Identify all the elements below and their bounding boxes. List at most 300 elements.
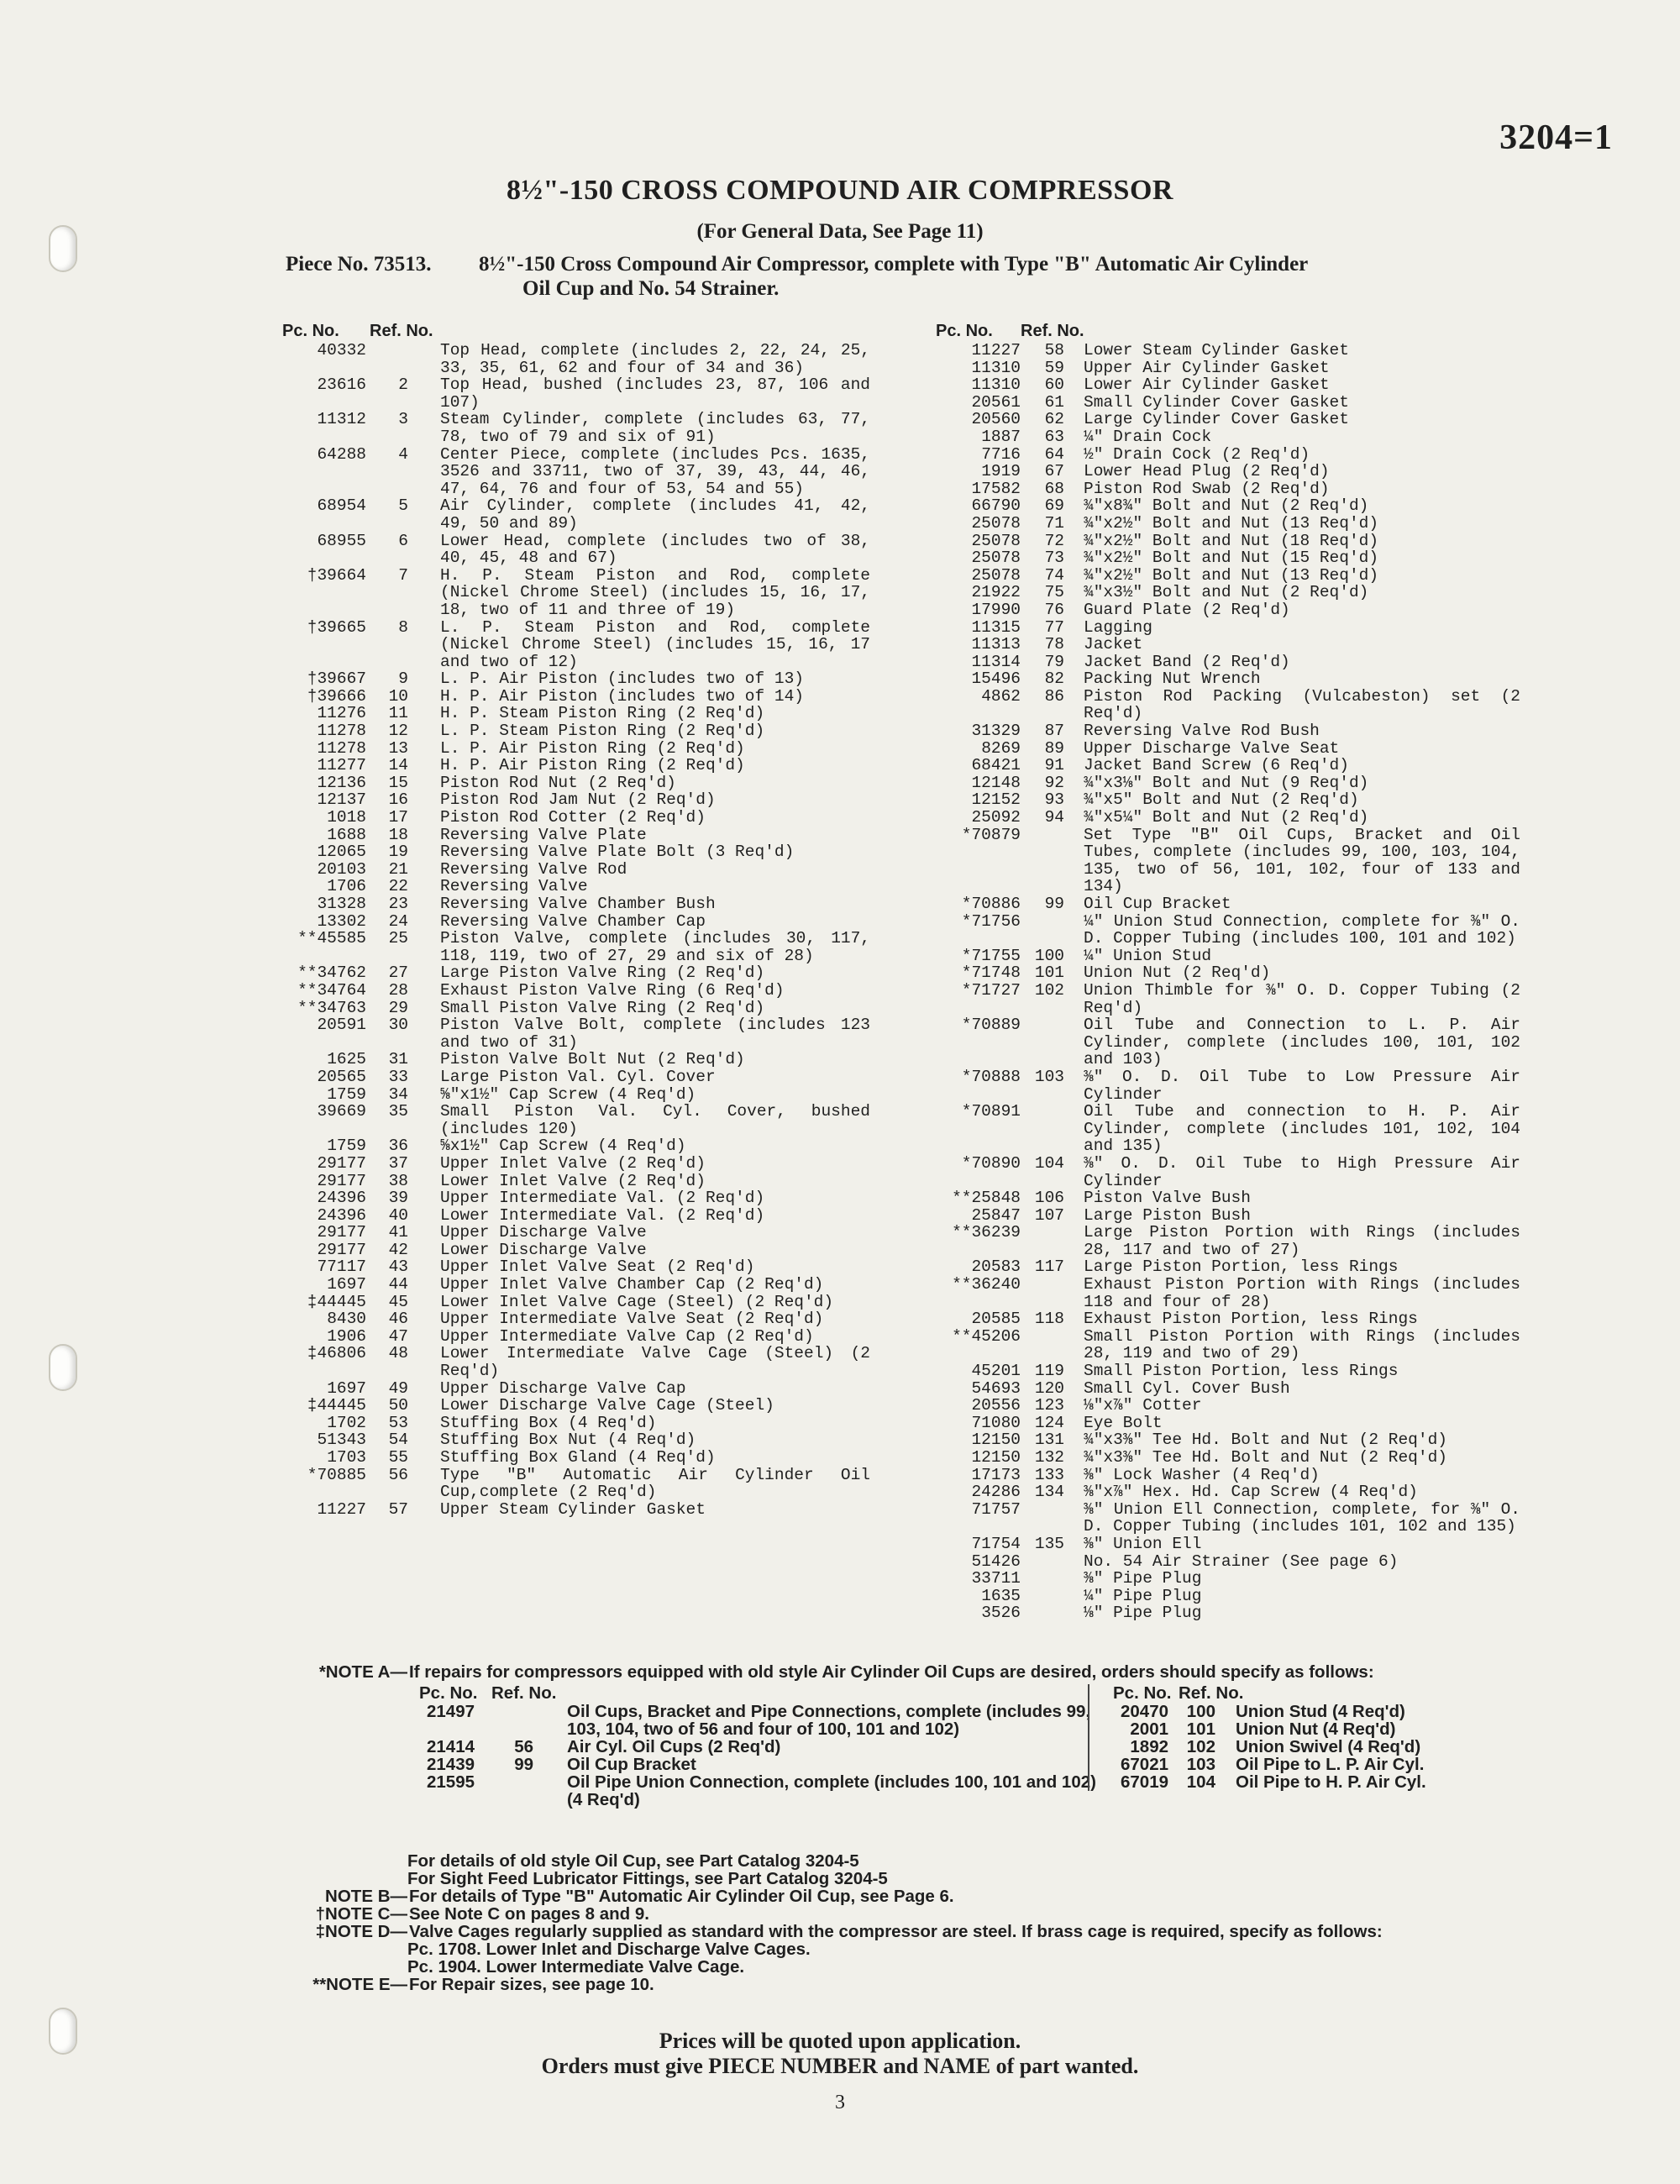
- part-row: [932, 567, 1520, 585]
- part-row: [932, 827, 1520, 895]
- part-description: Upper Inlet Valve Chamber Cap (2 Req'd): [440, 1275, 824, 1294]
- ref-number: 55: [388, 1448, 408, 1467]
- part-description: ¾"x3⅜" Tee Hd. Bolt and Nut (2 Req'd): [1084, 1431, 1447, 1450]
- note-e-tag: **NOTE E—: [312, 1975, 407, 1994]
- part-row: [282, 809, 870, 827]
- ref-number: 67: [1044, 462, 1064, 481]
- ref-number: 135: [1034, 1534, 1064, 1553]
- ref-number: 63: [1044, 427, 1064, 446]
- note-b-tag: NOTE B—: [325, 1887, 407, 1906]
- part-description: Reversing Valve Chamber Cap: [440, 911, 706, 931]
- piece-number: 21439: [426, 1755, 475, 1774]
- part-row: [282, 1345, 870, 1379]
- ref-number: 101: [1034, 963, 1064, 983]
- part-description: Lower Steam Cylinder Gasket: [1084, 341, 1349, 360]
- ref-number: 48: [388, 1344, 408, 1363]
- part-row: [282, 1137, 870, 1155]
- ref-no-header: Ref. No.: [491, 1683, 557, 1703]
- piece-number: 67019: [1120, 1772, 1168, 1792]
- ref-number: 38: [388, 1171, 408, 1190]
- part-description: Upper Inlet Valve (2 Req'd): [440, 1153, 706, 1173]
- part-row: [932, 1103, 1520, 1155]
- part-row: [282, 791, 870, 809]
- piece-number: 71080: [971, 1413, 1021, 1432]
- ref-number: 119: [1034, 1362, 1064, 1381]
- ref-number: 54: [388, 1431, 408, 1450]
- part-description: ¾"x3⅜" Tee Hd. Bolt and Nut (2 Req'd): [1084, 1448, 1447, 1467]
- part-row: [282, 1068, 870, 1086]
- ref-number: 76: [1044, 600, 1064, 619]
- ref-number: 9: [398, 669, 408, 689]
- ref-no-header: Ref. No.: [1179, 1683, 1244, 1703]
- part-description: Upper Inlet Valve Seat (2 Req'd): [440, 1257, 755, 1277]
- ref-number: 42: [388, 1240, 408, 1259]
- ref-number: 71: [1044, 513, 1064, 533]
- ref-number: 16: [388, 790, 408, 810]
- ref-number: 18: [388, 825, 408, 844]
- part-row: [282, 774, 870, 792]
- part-row: [932, 636, 1520, 654]
- piece-number: 25078: [971, 549, 1021, 568]
- piece-number: 29177: [317, 1171, 366, 1190]
- part-description: Type "B" Automatic Air Cylinder Oil Cup,complete (2 Req'd): [440, 1465, 870, 1502]
- piece-number: †39665: [307, 617, 366, 637]
- ref-number: 2: [398, 375, 408, 395]
- piece-number: 3526: [981, 1604, 1021, 1623]
- part-description: Exhaust Piston Portion, less Rings: [1084, 1310, 1418, 1329]
- part-description: Union Nut (2 Req'd): [1084, 963, 1271, 983]
- catalog-number: 3204=1: [1499, 118, 1613, 157]
- ref-number: 101: [1186, 1719, 1215, 1739]
- part-description: Center Piece, complete (includes Pcs. 1635, 3526 and 33711, two of 37, 39, 43, 44, 46, 47, 64, 76 and four of 53, 54 and 55): [440, 444, 870, 498]
- piece-number: 17173: [971, 1465, 1021, 1484]
- ref-number: 89: [1044, 738, 1064, 758]
- piece-number: 21497: [426, 1702, 475, 1721]
- part-row: [932, 1328, 1520, 1362]
- ref-number: 106: [1034, 1189, 1064, 1208]
- part-description: Lower Intermediate Valve Cage (Steel) (2 Req'd): [440, 1344, 870, 1381]
- piece-number: 25078: [971, 565, 1021, 585]
- part-row: [282, 1415, 870, 1432]
- part-row: [282, 705, 870, 722]
- part-row: [932, 1431, 1520, 1449]
- piece-number: 1688: [327, 825, 366, 844]
- part-row: [932, 480, 1520, 498]
- ref-number: 34: [388, 1084, 408, 1104]
- piece-number: 20103: [317, 859, 366, 879]
- ref-number: 107: [1034, 1205, 1064, 1225]
- piece-number: **36240: [952, 1275, 1021, 1294]
- part-row: [932, 1258, 1520, 1276]
- part-description: ½" Drain Cock (2 Req'd): [1084, 444, 1310, 464]
- part-row: [282, 1242, 870, 1259]
- part-row: [282, 1310, 870, 1328]
- part-row: [1101, 1703, 1538, 1720]
- part-description: Jacket: [1084, 635, 1143, 654]
- piece-number: 25078: [971, 531, 1021, 550]
- ref-number: 99: [514, 1755, 533, 1774]
- piece-number: *70891: [961, 1102, 1021, 1121]
- part-row: [282, 1103, 870, 1137]
- piece-number: 29177: [317, 1153, 366, 1173]
- piece-number: 1702: [327, 1413, 366, 1432]
- piece-number: 4862: [981, 686, 1021, 706]
- piece-number: *70889: [961, 1016, 1021, 1035]
- piece-number: 1697: [327, 1275, 366, 1294]
- part-description: Stuffing Box Gland (4 Req'd): [440, 1448, 716, 1467]
- piece-number: 11310: [971, 358, 1021, 377]
- ref-number: 43: [388, 1257, 408, 1277]
- ref-number: 44: [388, 1275, 408, 1294]
- part-row: [932, 1155, 1520, 1189]
- piece-number: 21595: [426, 1772, 475, 1792]
- note-a-see-oil-cup: For details of old style Oil Cup, see Part Catalog 3204-5: [407, 1851, 859, 1871]
- piece-number: **34762: [297, 963, 366, 983]
- part-row: [282, 342, 870, 376]
- part-description: Upper Intermediate Valve Cap (2 Req'd): [440, 1326, 814, 1346]
- ref-number: 100: [1034, 946, 1064, 965]
- part-row: [282, 1501, 870, 1519]
- part-description: Large Piston Portion, less Rings: [1084, 1257, 1399, 1277]
- part-description: Small Piston Portion with Rings (includes 28, 119 and two of 29): [1084, 1326, 1520, 1363]
- piece-number: 24286: [971, 1483, 1021, 1502]
- piece-description-line1: 8½"-150 Cross Compound Air Compressor, complete with Type "B" Automatic Air Cylinder: [479, 253, 1309, 276]
- part-row: [932, 948, 1520, 965]
- piece-number: 31329: [971, 722, 1021, 741]
- ref-number: 15: [388, 773, 408, 792]
- part-description: Oil Tube and Connection to L. P. Air Cylinder, complete (includes 100, 101, 102 and 103): [1084, 1016, 1520, 1069]
- piece-number: *71756: [961, 911, 1021, 931]
- part-description: Lower Head, complete (includes two of 38, 40, 45, 48 and 67): [440, 531, 870, 568]
- part-description: Union Thimble for ⅜" O. D. Copper Tubing (2 Req'd): [1084, 980, 1520, 1017]
- piece-number: 11312: [317, 410, 366, 429]
- part-row: [282, 843, 870, 861]
- piece-number: **34763: [297, 998, 366, 1017]
- piece-number: 12065: [317, 843, 366, 862]
- part-row: [932, 757, 1520, 774]
- part-description: Set Type "B" Oil Cups, Bracket and Oil Tubes, complete (includes 99, 100, 103, 104, 135, two of 56, 101, 102, four of 133 and 134): [1084, 825, 1520, 896]
- part-row: [932, 1415, 1520, 1432]
- piece-number: *70885: [307, 1465, 366, 1484]
- piece-number: 1759: [327, 1137, 366, 1156]
- part-row: [932, 982, 1520, 1016]
- note-a-see-lubricator: For Sight Feed Lubricator Fittings, see Part Catalog 3204-5: [407, 1869, 888, 1888]
- piece-number: 54693: [971, 1378, 1021, 1398]
- ref-number: 104: [1034, 1153, 1064, 1173]
- part-description: Top Head, complete (includes 2, 22, 24, 25, 33, 35, 61, 62 and four of 34 and 36): [440, 341, 870, 377]
- part-description: H. P. Steam Piston and Rod, complete (Nickel Chrome Steel) (includes 15, 16, 17, 18, two of 11 and three of 19): [440, 565, 870, 619]
- part-description: ⅝x1½" Cap Screw (4 Req'd): [440, 1137, 686, 1156]
- parts-list-header: [932, 322, 1520, 342]
- part-row: [282, 861, 870, 879]
- binder-hole: [49, 1344, 77, 1391]
- part-row: [282, 497, 870, 532]
- piece-number: †39664: [307, 565, 366, 585]
- part-description: H. P. Air Piston (includes two of 14): [440, 686, 804, 706]
- part-description: Lower Inlet Valve (2 Req'd): [440, 1171, 706, 1190]
- piece-number: 11315: [971, 617, 1021, 637]
- piece-number: 11227: [317, 1499, 366, 1519]
- part-description: Small Cylinder Cover Gasket: [1084, 392, 1349, 412]
- ref-number: 35: [388, 1102, 408, 1121]
- part-row: [932, 1570, 1520, 1588]
- ref-number: 118: [1034, 1310, 1064, 1329]
- part-description: Piston Valve Bush: [1084, 1189, 1251, 1208]
- part-row: [932, 740, 1520, 758]
- pc-no-header: Pc. No.: [936, 322, 993, 340]
- piece-number: 71757: [971, 1499, 1021, 1519]
- part-description: Large Piston Portion with Rings (includes 28, 117 and two of 27): [1084, 1223, 1520, 1259]
- ref-number: 37: [388, 1153, 408, 1173]
- piece-number: 20585: [971, 1310, 1021, 1329]
- piece-number: 11310: [971, 375, 1021, 395]
- part-description: Air Cylinder, complete (includes 41, 42, 49, 50 and 89): [440, 496, 870, 533]
- ref-number: 86: [1044, 686, 1064, 706]
- note-a-text: If repairs for compressors equipped with old style Air Cylinder Oil Cups are desired, orders should specify as follows:: [409, 1662, 1374, 1682]
- part-row: [932, 1536, 1520, 1553]
- ref-number: 79: [1044, 652, 1064, 671]
- ref-number: 91: [1044, 756, 1064, 775]
- part-description: ⅜"x⅞" Hex. Hd. Cap Screw (4 Req'd): [1084, 1483, 1418, 1502]
- part-description: Exhaust Piston Valve Ring (6 Req'd): [440, 980, 785, 1000]
- ref-number: 82: [1044, 669, 1064, 689]
- part-row: [932, 533, 1520, 550]
- ref-number: 21: [388, 859, 408, 879]
- part-row: [932, 342, 1520, 360]
- part-row: [282, 1258, 870, 1276]
- part-row: [932, 1483, 1520, 1501]
- piece-number: 12137: [317, 790, 366, 810]
- ref-number: 99: [1044, 895, 1064, 913]
- part-description: ¾"x5" Bolt and Nut (2 Req'd): [1084, 790, 1359, 810]
- part-description: ¾"x2½" Bolt and Nut (18 Req'd): [1084, 531, 1379, 550]
- piece-number: 20561: [971, 392, 1021, 412]
- part-description: Oil Tube and connection to H. P. Air Cylinder, complete (includes 101, 102, 104 and 135): [1084, 1102, 1520, 1156]
- piece-number: 1906: [327, 1326, 366, 1346]
- part-description: Reversing Valve Chamber Bush: [440, 895, 716, 913]
- piece-number: 67021: [1120, 1755, 1168, 1774]
- piece-number: 20560: [971, 410, 1021, 429]
- piece-number: 21414: [426, 1737, 475, 1756]
- ref-number: 24: [388, 911, 408, 931]
- part-description: Top Head, bushed (includes 23, 87, 106 and 107): [440, 375, 870, 412]
- part-row: [932, 376, 1520, 394]
- part-description: Oil Pipe to H. P. Air Cyl.: [1236, 1772, 1426, 1792]
- piece-description-line2: Oil Cup and No. 54 Strainer.: [522, 277, 780, 300]
- ref-number: 41: [388, 1223, 408, 1242]
- part-description: Union Swivel (4 Req'd): [1236, 1737, 1421, 1756]
- ref-number: 8: [398, 617, 408, 637]
- piece-number: 1703: [327, 1448, 366, 1467]
- part-description: Guard Plate (2 Req'd): [1084, 600, 1290, 619]
- piece-number: 8430: [327, 1310, 366, 1329]
- ref-number: 73: [1044, 549, 1064, 568]
- piece-number: 1919: [981, 462, 1021, 481]
- part-row: [932, 360, 1520, 377]
- piece-number: 11278: [317, 722, 366, 741]
- part-description: Piston Rod Swab (2 Req'd): [1084, 479, 1330, 498]
- part-row: [932, 549, 1520, 567]
- ref-number: 33: [388, 1067, 408, 1086]
- ref-number: 94: [1044, 808, 1064, 827]
- ref-number: 62: [1044, 410, 1064, 429]
- part-description: ⅛"x⅞" Cotter: [1084, 1396, 1202, 1415]
- part-description: Piston Rod Jam Nut (2 Req'd): [440, 790, 716, 810]
- note-d: [290, 1923, 1516, 1940]
- part-description: ¾"x2½" Bolt and Nut (15 Req'd): [1084, 549, 1379, 568]
- part-row: [1101, 1720, 1538, 1738]
- part-row: [932, 774, 1520, 792]
- part-row: [932, 411, 1520, 428]
- part-row: [282, 964, 870, 982]
- ref-number: 28: [388, 980, 408, 1000]
- ref-number: 74: [1044, 565, 1064, 585]
- part-description: ¾"x2½" Bolt and Nut (13 Req'd): [1084, 513, 1379, 533]
- pc-no-header: Pc. No.: [1113, 1683, 1172, 1703]
- part-description: ⅛" Pipe Plug: [1084, 1604, 1202, 1623]
- piece-number: **45585: [297, 929, 366, 948]
- ref-number: 132: [1034, 1448, 1064, 1467]
- part-row: [282, 1328, 870, 1346]
- ref-number: 27: [388, 963, 408, 983]
- piece-number: 12152: [971, 790, 1021, 810]
- piece-number: 68954: [317, 496, 366, 516]
- piece-number: 21922: [971, 583, 1021, 602]
- part-description: ¼" Pipe Plug: [1084, 1586, 1202, 1605]
- part-row: [282, 913, 870, 931]
- piece-number: **25848: [952, 1189, 1021, 1208]
- part-description: Small Piston Val. Cyl. Cover, bushed (includes 120): [440, 1102, 870, 1138]
- piece-number: **36239: [952, 1223, 1021, 1242]
- part-description: Upper Intermediate Valve Seat (2 Req'd): [440, 1310, 824, 1329]
- ref-number: 131: [1034, 1431, 1064, 1450]
- part-description: ⅜" Union Ell: [1084, 1534, 1202, 1553]
- part-description: Reversing Valve Rod: [440, 859, 627, 879]
- piece-number: 1759: [327, 1084, 366, 1104]
- ref-number: 117: [1034, 1257, 1064, 1277]
- part-row: [932, 654, 1520, 671]
- part-row: [932, 1501, 1520, 1536]
- part-description: Reversing Valve: [440, 877, 588, 896]
- part-row: [282, 722, 870, 740]
- part-description: Lower Head Plug (2 Req'd): [1084, 462, 1330, 481]
- ref-number: 60: [1044, 375, 1064, 395]
- part-row: [282, 1155, 870, 1173]
- part-description: ¾"x3½" Bolt and Nut (2 Req'd): [1084, 583, 1369, 602]
- part-description: H. P. Steam Piston Ring (2 Req'd): [440, 704, 765, 723]
- ref-number: 23: [388, 895, 408, 913]
- piece-number: 7716: [981, 444, 1021, 464]
- old-style-table-header: [407, 1684, 1113, 1703]
- piece-number: 12148: [971, 773, 1021, 792]
- part-description: ¾"x8¾" Bolt and Nut (2 Req'd): [1084, 496, 1369, 516]
- part-row: [932, 1016, 1520, 1068]
- part-row: [282, 1431, 870, 1449]
- ref-number: 72: [1044, 531, 1064, 550]
- ref-number: 123: [1034, 1396, 1064, 1415]
- part-row: [932, 1397, 1520, 1415]
- part-description: Piston Valve, complete (includes 30, 117, 118, 119, two of 27, 29 and six of 28): [440, 929, 870, 965]
- part-description: ¼" Drain Cock: [1084, 427, 1212, 446]
- part-row: [407, 1756, 1113, 1773]
- note-b: [290, 1887, 1516, 1905]
- ref-number: 77: [1044, 617, 1064, 637]
- part-row: [932, 670, 1520, 688]
- part-row: [282, 446, 870, 498]
- part-description: L. P. Steam Piston and Rod, complete (Nickel Chrome Steel) (includes 15, 16, 17 and two of 12): [440, 617, 870, 671]
- piece-number: 17582: [971, 479, 1021, 498]
- part-description: Union Stud (4 Req'd): [1236, 1702, 1405, 1721]
- part-description: Stuffing Box (4 Req'd): [440, 1413, 657, 1432]
- ref-number: 22: [388, 877, 408, 896]
- part-description: Upper Intermediate Val. (2 Req'd): [440, 1189, 765, 1208]
- part-row: [1101, 1773, 1538, 1791]
- ref-number: 50: [388, 1396, 408, 1415]
- part-row: [282, 411, 870, 445]
- piece-number: 11276: [317, 704, 366, 723]
- piece-number: 1018: [327, 808, 366, 827]
- ref-number: 39: [388, 1189, 408, 1208]
- piece-number: 39669: [317, 1102, 366, 1121]
- part-description: ⅜" Pipe Plug: [1084, 1569, 1202, 1588]
- piece-number: Piece No. 73513.: [286, 253, 432, 276]
- part-row: [282, 533, 870, 567]
- part-description: ¾"x2½" Bolt and Nut (13 Req'd): [1084, 565, 1379, 585]
- piece-number: 20556: [971, 1396, 1021, 1415]
- piece-number: 11313: [971, 635, 1021, 654]
- ref-number: 56: [388, 1465, 408, 1484]
- piece-intro: [286, 252, 1512, 301]
- page-title: 8½"-150 CROSS COMPOUND AIR COMPRESSOR: [507, 175, 1173, 206]
- part-description: Lower Discharge Valve Cage (Steel): [440, 1396, 774, 1415]
- part-description: Upper Discharge Valve Cap: [440, 1378, 686, 1398]
- ref-number: 103: [1186, 1755, 1215, 1774]
- pc-no-header: Pc. No.: [419, 1683, 478, 1703]
- part-description: Stuffing Box Nut (4 Req'd): [440, 1431, 696, 1450]
- part-row: [932, 722, 1520, 740]
- note-e-text: For Repair sizes, see page 10.: [409, 1975, 654, 1994]
- piece-number: 66790: [971, 496, 1021, 516]
- part-description: Upper Steam Cylinder Gasket: [440, 1499, 706, 1519]
- part-description: No. 54 Air Strainer (See page 6): [1084, 1551, 1399, 1571]
- part-row: [932, 1189, 1520, 1207]
- ref-number: 103: [1034, 1067, 1064, 1086]
- part-row: [282, 878, 870, 895]
- piece-number: 20591: [317, 1016, 366, 1035]
- ref-number: 59: [1044, 358, 1064, 377]
- piece-number: 13302: [317, 911, 366, 931]
- ref-number: 29: [388, 998, 408, 1017]
- part-description: ⅜" O. D. Oil Tube to Low Pressure Air Cylinder: [1084, 1067, 1520, 1104]
- old-style-table-right: [1088, 1684, 1538, 1791]
- part-description: Reversing Valve Plate Bolt (3 Req'd): [440, 843, 795, 862]
- ref-number: 6: [398, 531, 408, 550]
- part-description: Oil Pipe Union Connection, complete (includes 100, 101 and 102) (4 Req'd): [567, 1772, 1096, 1809]
- part-row: [282, 688, 870, 706]
- part-description: Small Piston Valve Ring (2 Req'd): [440, 998, 765, 1017]
- part-row: [932, 791, 1520, 809]
- part-description: Packing Nut Wrench: [1084, 669, 1261, 689]
- part-description: Large Piston Bush: [1084, 1205, 1251, 1225]
- ref-number: 30: [388, 1016, 408, 1035]
- footer-orders: Orders must give PIECE NUMBER and NAME of part wanted.: [541, 2054, 1139, 2078]
- note-c: [290, 1905, 1516, 1923]
- ref-number: 11: [388, 704, 408, 723]
- part-description: Piston Rod Packing (Vulcabeston) set (2 Req'd): [1084, 686, 1520, 723]
- ref-number: 104: [1186, 1772, 1215, 1792]
- part-description: Large Piston Val. Cyl. Cover: [440, 1067, 716, 1086]
- piece-number: 11227: [971, 341, 1021, 360]
